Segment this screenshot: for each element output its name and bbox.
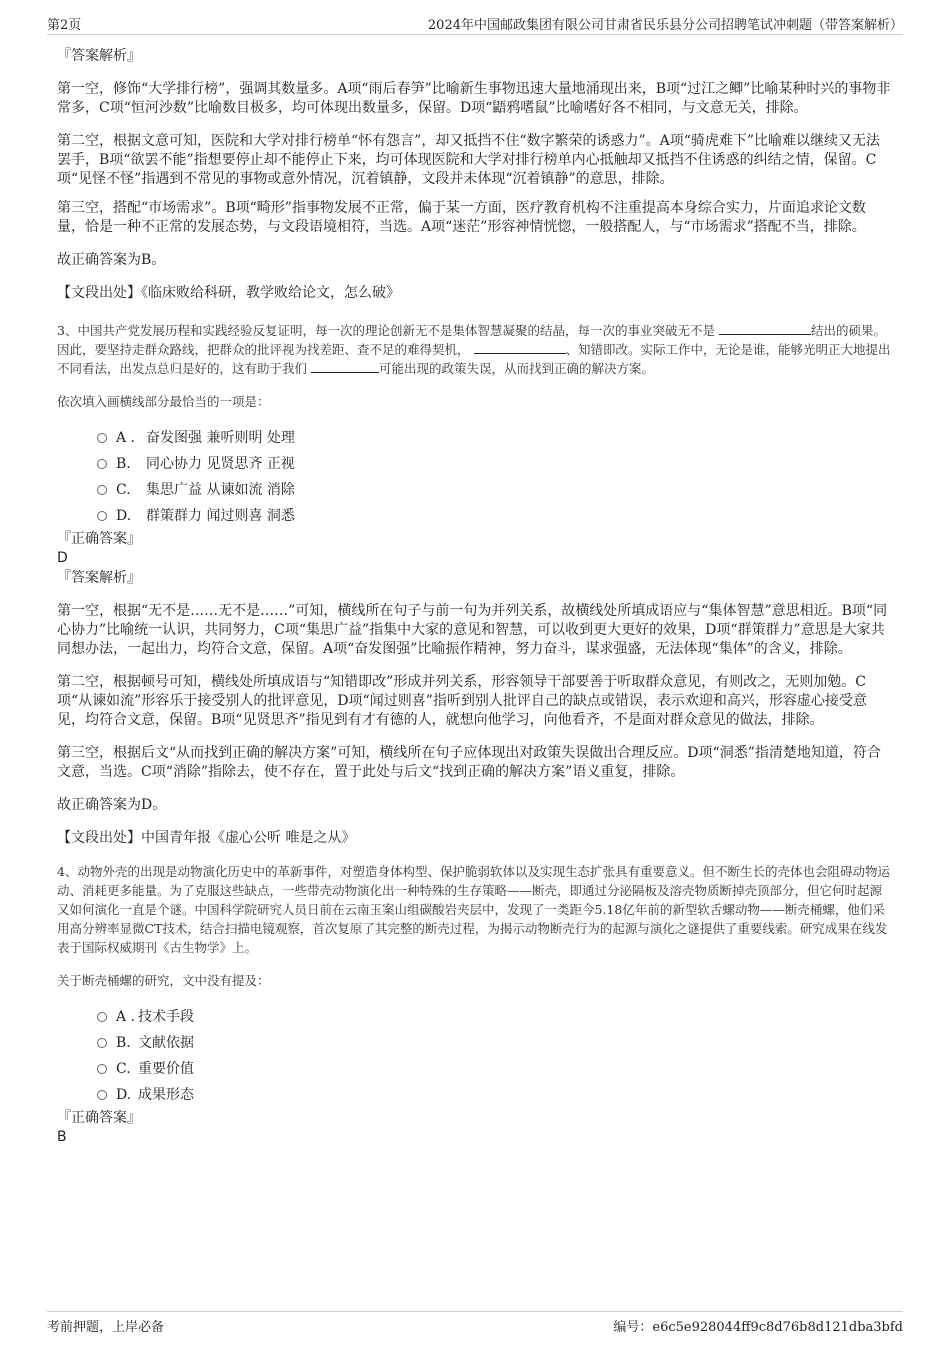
fill-blank — [311, 360, 379, 373]
radio-icon[interactable] — [97, 1038, 107, 1048]
analysis-paragraph: 第三空，搭配“市场需求”。B项“畸形”指事物发展不正常，偏于某一方面，医疗教育机构不注重提高本身综合实力，片面追求论文数量，恰是一种不正常的发展态势，与文段语境相符，当选。A项“迷茫”形容神情恍惚，一般搭配人，与“市场需求”搭配不当，排除。 — [57, 200, 866, 235]
footer-slogan: 考前押题，上岸必备 — [47, 1320, 165, 1335]
radio-icon[interactable] — [97, 459, 107, 469]
page-content — [57, 46, 893, 1147]
option-d[interactable]: D. 成果形态 — [97, 1082, 893, 1108]
analysis-paragraph: 第一空，根据“无不是……无不是……”可知，横线所在句子与前一句为并列关系，故横线处所填成语应与“集体智慧”意思相近。B项“同心协力”比喻统一认识，共同努力，C项“集思广益”指集中大家的意见和智慧，可以收到更大更好的效果，D项“群策群力”意思是大家共同想办法，一起出力，均符合文意，保留。A项“奋发图强”比喻振作精神，努力奋斗，谋求强盛，无法体现“集体”的含义，排除。 — [57, 603, 888, 657]
source-citation: 【文段出处】中国青年报《虚心公听 唯是之从》 — [57, 830, 356, 846]
radio-icon[interactable] — [97, 1090, 107, 1100]
answer-conclusion: 故正确答案为D。 — [57, 797, 167, 813]
analysis-label: 『答案解析』 — [57, 48, 141, 64]
document-code: 编号：e6c5e928044ff9c8d76b8d121dba3bfd — [613, 1320, 903, 1335]
question-instruction: 依次填入画横线部分最恰当的一项是： — [57, 394, 270, 409]
analysis-label: 『答案解析』 — [57, 570, 141, 586]
fill-blank — [474, 341, 566, 354]
correct-answer-label: 『正确答案』 — [57, 1110, 141, 1126]
radio-icon[interactable] — [97, 485, 107, 495]
fill-blank — [719, 322, 811, 335]
correct-answer: B — [57, 1129, 67, 1145]
option-c[interactable]: C. 重要价值 — [97, 1056, 893, 1082]
source-citation: 【文段出处】《临床败给科研，教学败给论文，怎么破》 — [57, 285, 400, 301]
option-list — [57, 1004, 893, 1108]
option-a[interactable]: A . 技术手段 — [97, 1004, 893, 1030]
answer-conclusion: 故正确答案为B。 — [57, 252, 166, 268]
question-instruction: 关于断壳桶螺的研究，文中没有提及： — [57, 973, 270, 988]
option-d[interactable]: D. 群策群力 闻过则喜 洞悉 — [97, 503, 893, 529]
page-number: 第2页 — [47, 18, 82, 33]
question-stem: 3、中国共产党发展历程和实践经验反复证明，每一次的理论创新无不是集体智慧凝聚的结晶，每一次的事业突破无不是 结出的硕果。因此，要坚持走群众路线，把群众的批评视为找差距、查不足的难得契机， 、知错即改。实际工作中，无论是谁，能够光明正大地提出不同看法，出发点总归是好的，这有助于我们 可能出现的政策失误，从而找到正确的解决方案。 — [57, 323, 891, 376]
radio-icon[interactable] — [97, 511, 107, 521]
question-stem: 4、动物外壳的出现是动物演化历史中的革新事件，对塑造身体构型、保护脆弱软体以及实现生态扩张具有重要意义。但不断生长的壳体也会阻碍动物运动、消耗更多能量。为了克服这些缺点，一些带壳动物演化出一种特殊的生存策略——断壳，即通过分泌隔板及溶壳物质断掉壳顶部分，但它何时起源又如何演化一直是个谜。中国科学院研究人员日前在云南玉案山组碳酸岩夹层中，发现了一类距今5.18亿年前的新型软舌螺动物——断壳桶螺，他们采用高分辨率显微CT技术，结合扫描电镜观察，首次复原了其完整的断壳过程，为揭示动物断壳行为的起源与演化之谜提供了重要线索。研究成果在线发表于国际权威期刊《古生物学》上。 — [57, 864, 890, 955]
document-title: 2024年中国邮政集团有限公司甘肃省民乐县分公司招聘笔试冲刺题（带答案解析） — [427, 18, 903, 33]
page-header — [47, 14, 903, 35]
correct-answer: D — [57, 550, 68, 566]
radio-icon[interactable] — [97, 1064, 107, 1074]
option-c[interactable]: C. 集思广益 从谏如流 消除 — [97, 477, 893, 503]
analysis-paragraph: 第二空，根据文意可知，医院和大学对排行榜单“怀有怨言”，却又抵挡不住“数字繁荣的诱惑力”。A项“骑虎难下”比喻难以继续又无法罢手，B项“欲罢不能”指想要停止却不能停止下来，均可体现医院和大学对排行榜单内心抵触却又抵挡不住诱惑的纠结之情，保留。C项“见怪不怪”指遇到不常见的事物或意外情况，沉着镇静，文段并未体现“沉着镇静”的意思，排除。 — [57, 133, 881, 187]
option-b[interactable]: B. 同心协力 见贤思齐 正视 — [97, 451, 893, 477]
option-list — [57, 425, 893, 529]
radio-icon[interactable] — [97, 433, 107, 443]
option-b[interactable]: B. 文献依据 — [97, 1030, 893, 1056]
radio-icon[interactable] — [97, 1012, 107, 1022]
option-a[interactable]: A . 奋发图强 兼听则明 处理 — [97, 425, 893, 451]
analysis-paragraph: 第二空，根据顿号可知，横线处所填成语与“知错即改”形成并列关系，形容领导干部要善于听取群众意见，有则改之，无则加勉。C项“从谏如流”形容乐于接受别人的批评意见，D项“闻过则喜”指听到别人批评自己的缺点或错误，表示欢迎和高兴，形容虚心接受意见，均符合文意，保留。B项“见贤思齐”指见到有才有德的人，就想向他学习，向他看齐，不是面对群众意见的做法，排除。 — [57, 674, 867, 728]
correct-answer-label: 『正确答案』 — [57, 531, 141, 547]
analysis-paragraph: 第三空，根据后文“从而找到正确的解决方案”可知，横线所在句子应体现出对政策失误做出合理反应。D项“洞悉”指清楚地知道，符合文意，当选。C项“消除”指除去，使不存在，置于此处与后文“找到正确的解决方案”语义重复，排除。 — [57, 745, 881, 780]
page-footer — [47, 1311, 903, 1334]
analysis-paragraph: 第一空，修饰“大学排行榜”，强调其数量多。A项“雨后春笋”比喻新生事物迅速大量地涌现出来，B项“过江之鲫”比喻某种时兴的事物非常多，C项“恒河沙数”比喻数目极多，均可体现出数量多，保留。D项“鼯鸦嗜鼠”比喻嗜好各不相同，与文意无关，排除。 — [57, 81, 891, 116]
